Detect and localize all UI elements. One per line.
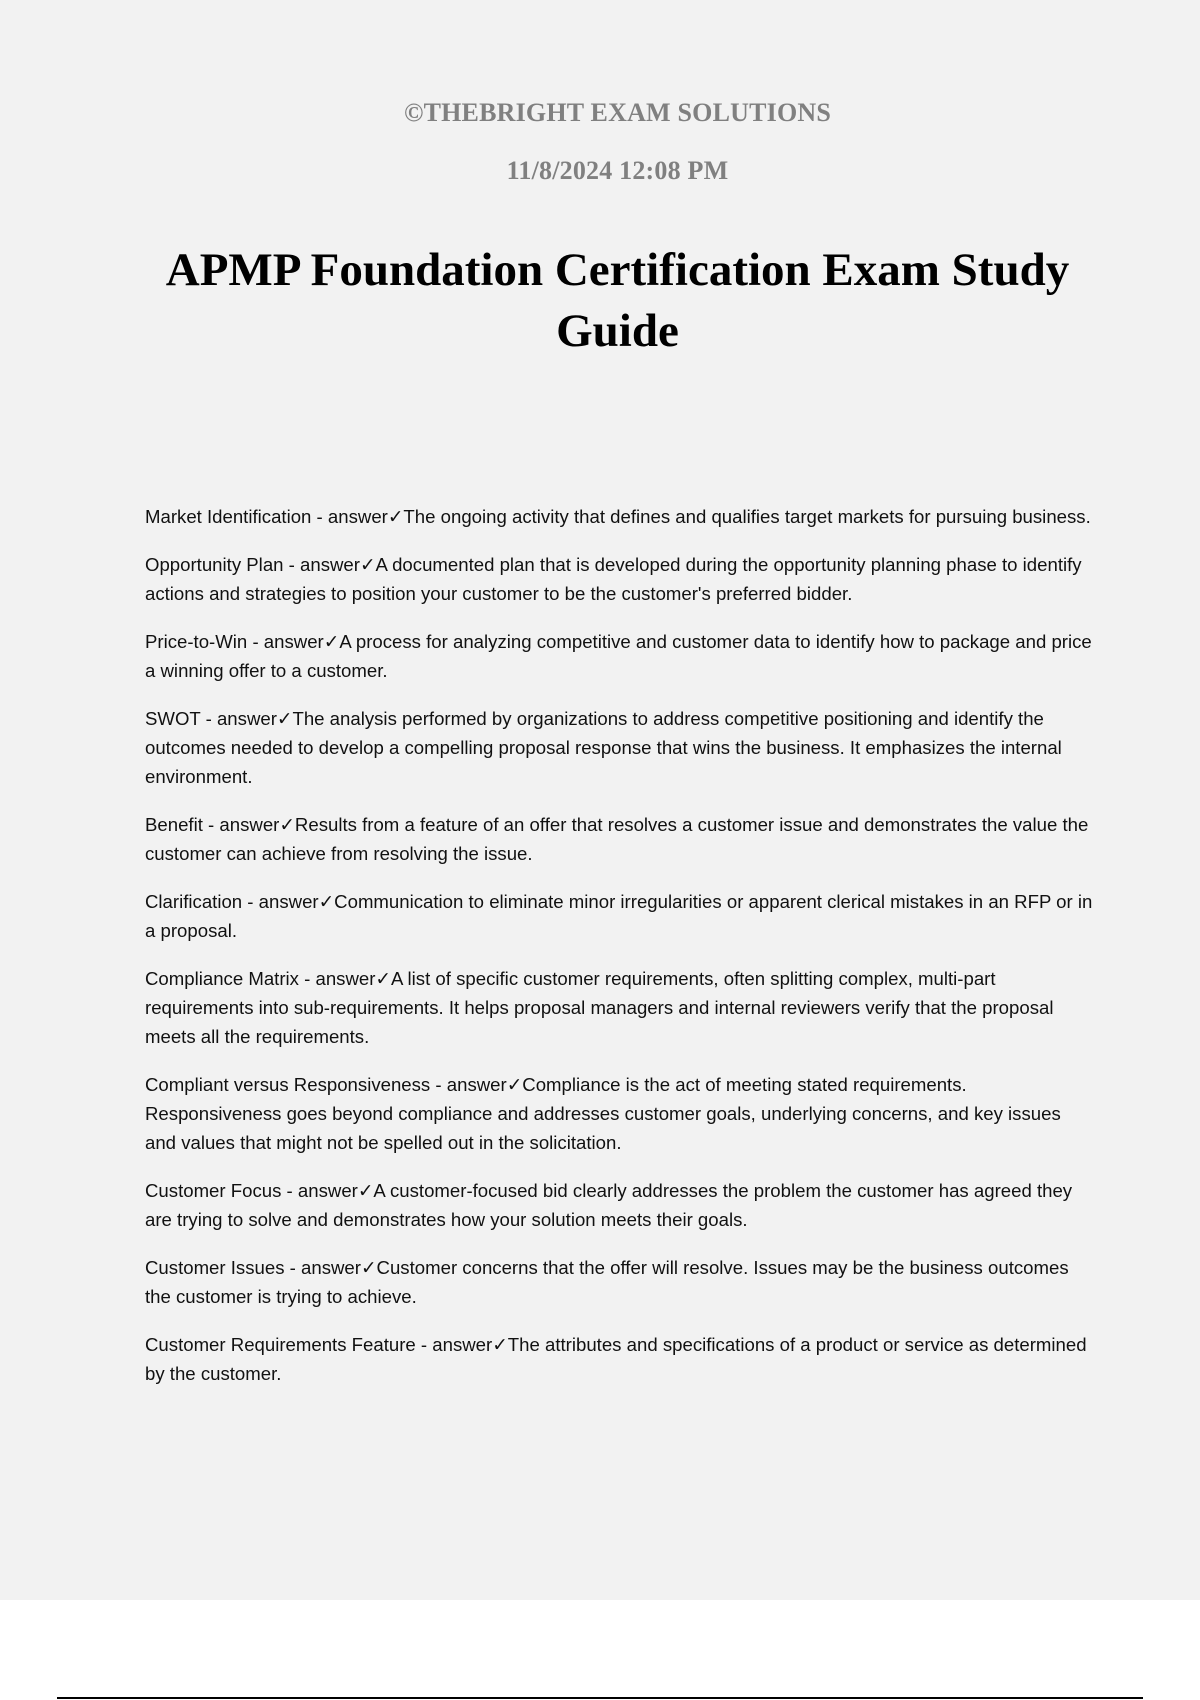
glossary-entry: Opportunity Plan - answer✓A documented plan that is developed during the opportunity planning phase to identify actions and strategies to position your customer to be the customer's preferred bidder.: [145, 554, 1082, 604]
glossary-entry: Customer Focus - answer✓A customer-focused bid clearly addresses the problem the customer has agreed they are trying to solve and demonstrates how your solution meets their goals.: [145, 1180, 1073, 1230]
glossary-entries: [145, 502, 1095, 1407]
glossary-entry: Customer Issues - answer✓Customer concerns that the offer will resolve. Issues may be the business outcomes the customer is trying to achieve.: [145, 1257, 1069, 1307]
glossary-entry: Price-to-Win - answer✓A process for analyzing competitive and customer data to identify how to package and price a winning offer to a customer.: [145, 631, 1092, 681]
document-title: APMP Foundation Certification Exam Study Guide: [165, 244, 1070, 357]
copyright-header: ©THEBRIGHT EXAM SOLUTIONS: [403, 98, 832, 127]
datetime-header: 11/8/2024 12:08 PM: [506, 156, 729, 185]
glossary-entry: Compliance Matrix - answer✓A list of specific customer requirements, often splitting complex, multi-part requirements into sub-requirements. It helps proposal managers and internal reviewers verify that the proposal meets all the requirements.: [145, 968, 1054, 1047]
glossary-entry: SWOT - answer✓The analysis performed by organizations to address competitive positioning and identify the outcomes needed to develop a compelling proposal response that wins the business. It emphasizes the internal environment.: [145, 708, 1062, 787]
glossary-entry: Customer Requirements Feature - answer✓The attributes and specifications of a product or service as determined by the customer.: [145, 1334, 1087, 1384]
footer-divider: [57, 1697, 1143, 1699]
glossary-entry: Benefit - answer✓Results from a feature of an offer that resolves a customer issue and demonstrates the value the customer can achieve from resolving the issue.: [145, 814, 1089, 864]
glossary-entry: Market Identification - answer✓The ongoing activity that defines and qualifies target markets for pursuing business.: [145, 506, 1091, 527]
glossary-entry: Compliant versus Responsiveness - answer✓Compliance is the act of meeting stated requirements. Responsiveness goes beyond compliance and addresses customer goals, underlying concerns, and key issues and values that might not be spelled out in the solicitation.: [145, 1074, 1061, 1153]
glossary-entry: Clarification - answer✓Communication to eliminate minor irregularities or apparent clerical mistakes in an RFP or in a proposal.: [145, 891, 1093, 941]
